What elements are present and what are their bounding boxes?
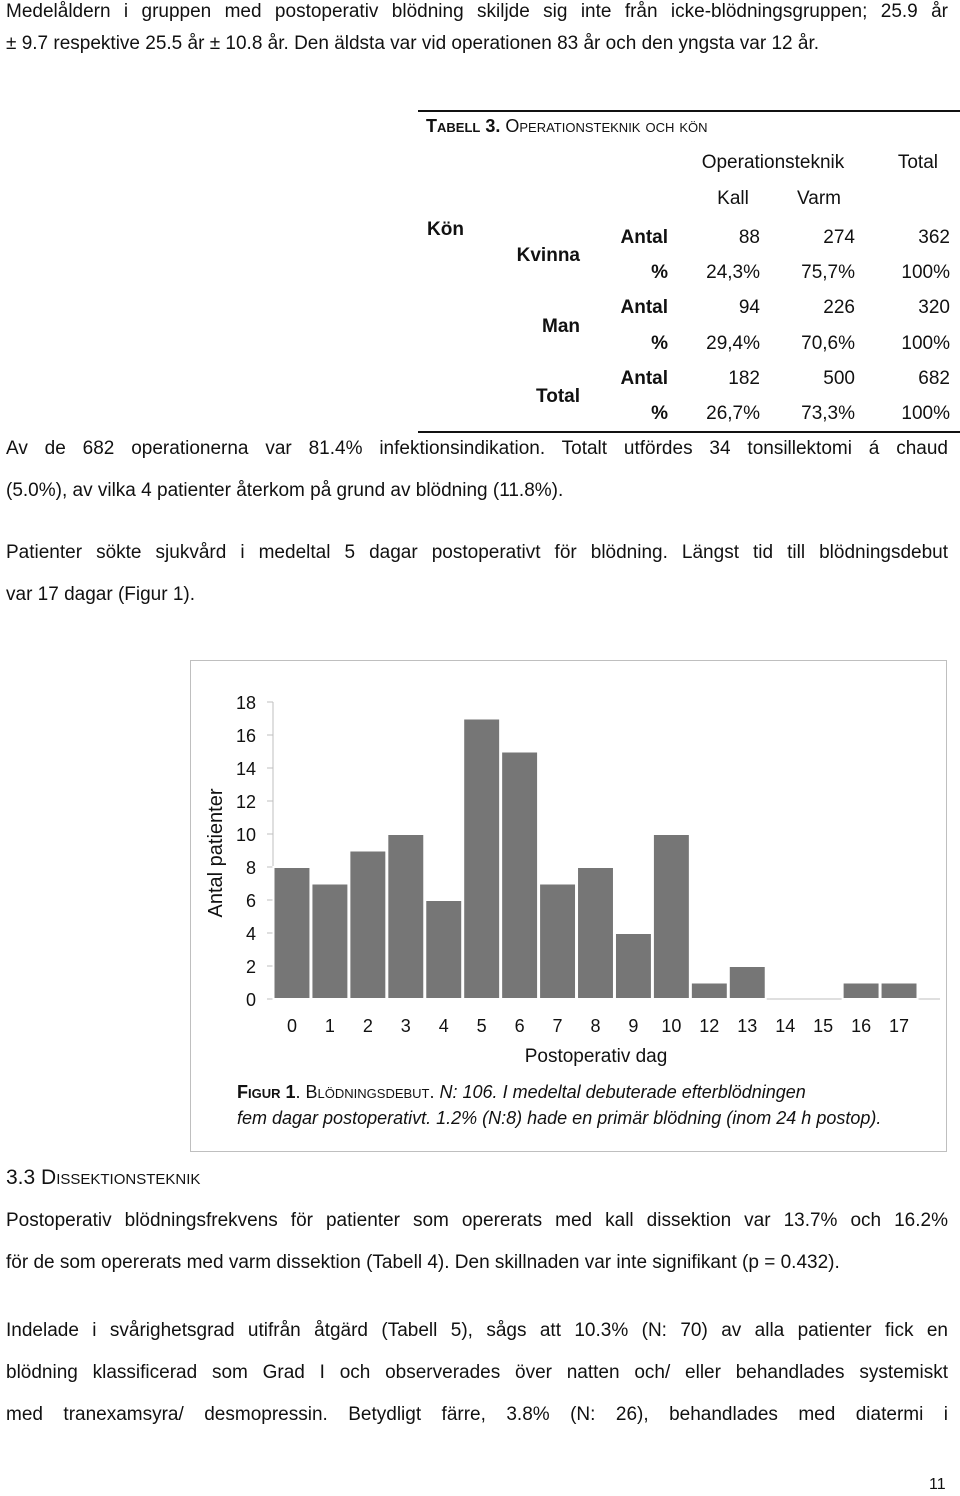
cell-kvinna-varm-pct: 75,7% — [801, 262, 855, 283]
y-tick-label: 16 — [235, 726, 256, 746]
x-tick-label: 12 — [699, 1016, 720, 1036]
paragraph-dissection-rates — [6, 1200, 948, 1284]
page-number: 11 — [929, 1476, 946, 1493]
cell-total-total-antal: 682 — [918, 368, 950, 389]
header-varm: Varm — [797, 188, 841, 209]
x-tick-label: 2 — [362, 1016, 373, 1036]
y-tick-label: 8 — [245, 858, 256, 878]
bar-day-3 — [387, 834, 424, 999]
x-tick-label: 16 — [851, 1016, 872, 1036]
para4-line-2: för de som opererats med varm dissektion (Tabell 4). Den skillnaden var inte signifikant (p = 0.432). — [6, 1252, 840, 1273]
row-kvinna-antal-label: Antal — [620, 227, 668, 248]
bar-day-13 — [729, 966, 766, 999]
figure-label: Figur 1 — [237, 1082, 296, 1102]
bar-day-7 — [539, 884, 576, 1000]
chart-bars — [274, 719, 918, 1000]
y-tick-label: 12 — [235, 792, 256, 812]
x-tick-label: 15 — [813, 1016, 834, 1036]
para5-line-1: Indelade i svårighetsgrad utifrån åtgärd (Tabell 5), sågs att 10.3% (N: 70) av alla patienter fick en — [6, 1320, 948, 1341]
row-label-kvinna: Kvinna — [516, 245, 580, 266]
cell-man-kall-antal: 94 — [738, 297, 760, 318]
para4-line-1: Postoperativ blödningsfrekvens för patienter som opererats med kall dissektion var 13.7% och 16.2% — [6, 1210, 948, 1231]
table-caption-title: Operationsteknik och kön — [505, 116, 708, 136]
header-total: Total — [897, 152, 938, 173]
bar-day-4 — [425, 900, 462, 999]
cell-kvinna-varm-antal: 274 — [823, 227, 855, 248]
x-tick-label: 14 — [775, 1016, 796, 1036]
table-caption-label: Tabell 3. — [426, 116, 501, 136]
row-label-total: Total — [536, 386, 580, 407]
bar-day-6 — [501, 752, 538, 1000]
intro-line-1: Medelåldern i gruppen med postoperativ blödning skiljde sig inte från icke-blödningsgruppen; 25.9 år — [6, 1, 948, 22]
bar-day-17 — [881, 983, 918, 1000]
bar-day-2 — [349, 851, 386, 1000]
bar-day-12 — [691, 983, 728, 1000]
row-total-pct-label: % — [651, 403, 668, 424]
y-axis-label: Antal patienter — [205, 788, 227, 918]
row-label-man: Man — [542, 316, 580, 337]
header-operationsteknik: Operationsteknik — [701, 152, 845, 173]
para2-line-1: Av de 682 operationerna var 81.4% infektionsindikation. Totalt utfördes 34 tonsillektomi á chaud — [6, 438, 948, 459]
figure-text-2: fem dagar postoperativt. 1.2% (N:8) hade en primär blödning (inom 24 h postop). — [237, 1108, 882, 1128]
figure-title: Blödningsdebut. — [305, 1082, 435, 1102]
row-man-antal-label: Antal — [620, 297, 668, 318]
bar-day-16 — [843, 983, 880, 1000]
bar-day-10 — [653, 834, 690, 999]
x-tick-label: 10 — [661, 1016, 682, 1036]
x-axis-label: Postoperativ dag — [524, 1046, 668, 1067]
y-tick-label: 4 — [245, 924, 256, 944]
cell-man-total-antal: 320 — [918, 297, 950, 318]
cell-man-varm-pct: 70,6% — [801, 333, 855, 354]
cell-total-kall-pct: 26,7% — [706, 403, 760, 424]
x-tick-label: 5 — [476, 1016, 487, 1036]
section-heading — [6, 1166, 200, 1190]
para5-line-2: blödning klassificerad som Grad I och observerades över natten och/ eller behandlades systemiskt — [6, 1362, 948, 1383]
x-tick-label: 4 — [438, 1016, 449, 1036]
y-tick-label: 0 — [245, 990, 256, 1010]
bar-day-1 — [311, 884, 348, 1000]
section-number: 3.3 — [6, 1166, 36, 1189]
figure-n: N: 106. — [439, 1082, 498, 1102]
y-tick-label: 6 — [245, 891, 256, 911]
para3-line-2: var 17 dagar (Figur 1). — [6, 584, 196, 605]
y-tick-label: 10 — [235, 825, 256, 845]
bar-day-0 — [274, 867, 311, 999]
x-tick-label: 7 — [552, 1016, 563, 1036]
cell-man-varm-antal: 226 — [823, 297, 855, 318]
x-tick-label: 3 — [400, 1016, 411, 1036]
cell-total-varm-pct: 73,3% — [801, 403, 855, 424]
cell-man-kall-pct: 29,4% — [706, 333, 760, 354]
bar-day-8 — [577, 867, 614, 999]
cell-kvinna-total-antal: 362 — [918, 227, 950, 248]
bar-day-9 — [615, 933, 652, 999]
figure-1-caption: Figur 1. Blödningsdebut. N: 106. I medeltal debuterade efterblödningen fem dagar postoperativt. 1.2% (N:8) hade en primär blödning (inom 24 h postop). — [237, 1082, 882, 1128]
para3-line-1: Patienter sökte sjukvård i medeltal 5 dagar postoperativt för blödning. Längst tid till blödningsdebut — [6, 542, 948, 563]
bar-day-5 — [463, 719, 500, 1000]
cell-kvinna-kall-antal: 88 — [738, 227, 760, 248]
x-tick-label: 13 — [737, 1016, 758, 1036]
header-kall: Kall — [717, 188, 749, 209]
para2-line-2: (5.0%), av vilka 4 patienter återkom på grund av blödning (11.8%). — [6, 480, 564, 501]
x-tick-label: 8 — [590, 1016, 601, 1036]
section-title: Dissektionsteknik — [41, 1166, 201, 1189]
x-tick-label: 0 — [286, 1016, 297, 1036]
y-tick-label: 2 — [245, 957, 256, 977]
row-kvinna-pct-label: % — [651, 262, 668, 283]
figure-text-1: I medeltal debuterade efterblödningen — [502, 1082, 806, 1102]
intro-line-2: ± 9.7 respektive 25.5 år ± 10.8 år. Den äldsta var vid operationen 83 år och den yngsta var 12 år. — [6, 33, 820, 54]
y-tick-label: 14 — [235, 759, 256, 779]
cell-total-kall-antal: 182 — [728, 368, 760, 389]
paragraph-severity — [6, 1310, 948, 1436]
x-tick-label: 17 — [889, 1016, 910, 1036]
row-man-pct-label: % — [651, 333, 668, 354]
row-group-label: Kön — [427, 219, 464, 240]
cell-kvinna-total-pct: 100% — [901, 262, 950, 283]
x-tick-label: 9 — [628, 1016, 639, 1036]
row-total-antal-label: Antal — [620, 368, 668, 389]
cell-man-total-pct: 100% — [901, 333, 950, 354]
cell-total-varm-antal: 500 — [823, 368, 855, 389]
para5-line-3: med tranexamsyra/ desmopressin. Betydligt färre, 3.8% (N: 26), behandlades med diatermi i — [6, 1404, 948, 1425]
x-tick-label: 1 — [324, 1016, 335, 1036]
y-tick-label: 18 — [235, 693, 256, 713]
x-tick-label: 6 — [514, 1016, 525, 1036]
cell-total-total-pct: 100% — [901, 403, 950, 424]
cell-kvinna-kall-pct: 24,3% — [706, 262, 760, 283]
